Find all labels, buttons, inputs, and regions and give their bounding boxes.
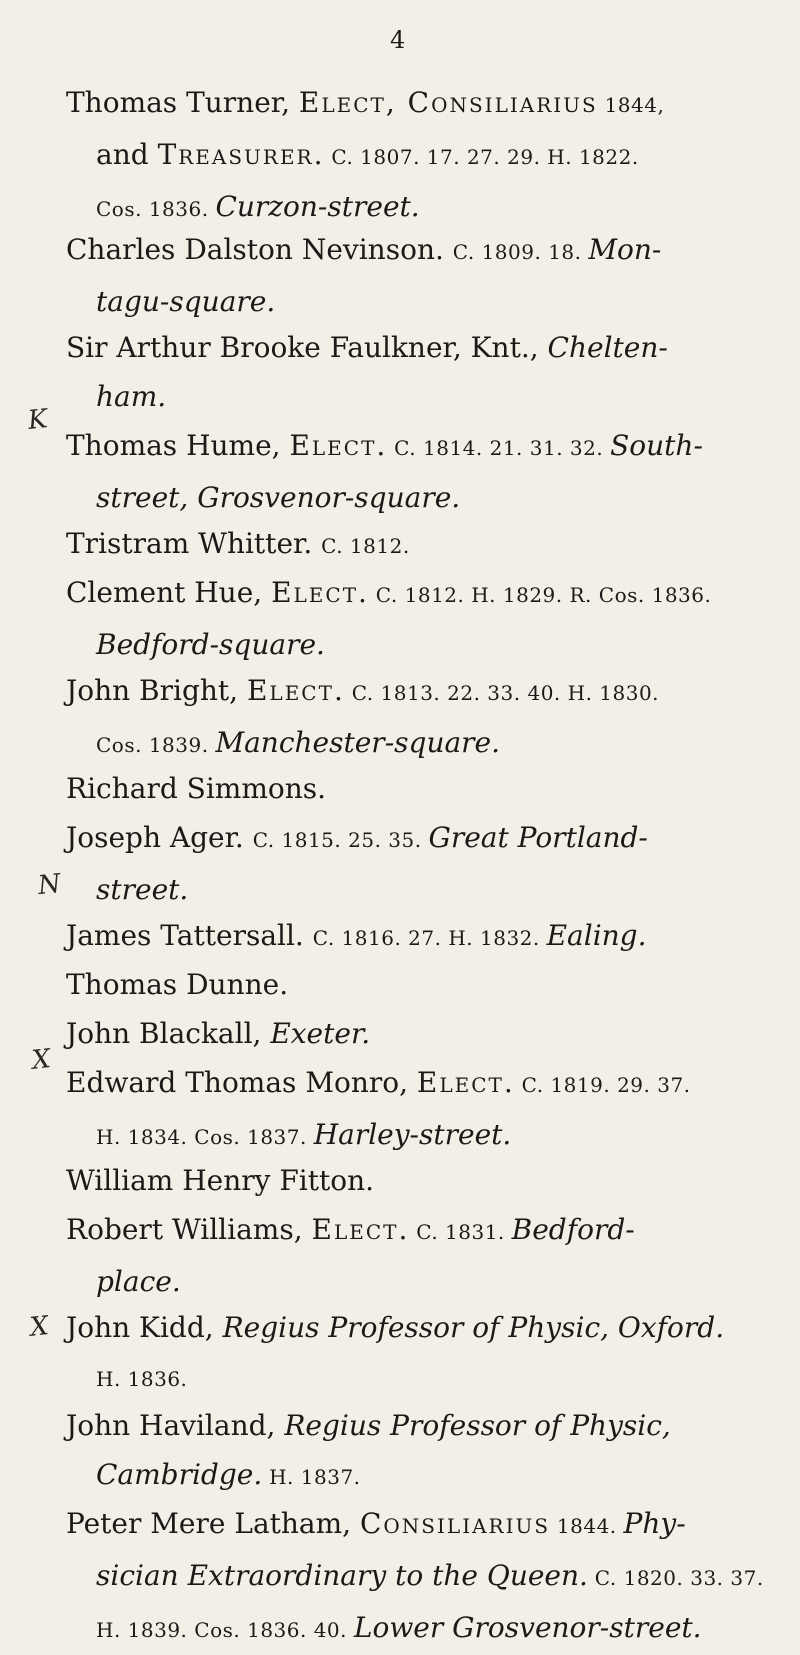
entry xyxy=(66,1401,776,1502)
name-text: John Haviland, xyxy=(66,1409,285,1442)
name-text: Peter Mere Latham, xyxy=(66,1507,360,1540)
office-text: Elect. xyxy=(416,1066,515,1099)
name-text: Joseph Ager. xyxy=(66,821,253,854)
dates-text: C. 1831. xyxy=(409,1220,512,1244)
address-text: Regius Professor of Physic, xyxy=(284,1409,671,1442)
entry xyxy=(66,1009,776,1058)
dates-text: C. 1816. 27. H. 1832. xyxy=(312,926,547,950)
office-text: Elect. xyxy=(246,674,345,707)
entry-continuation-line xyxy=(66,1551,776,1603)
entry xyxy=(66,911,776,963)
dates-text: C. 1812. xyxy=(321,534,410,558)
name-text: Thomas Turner, xyxy=(66,86,299,119)
entry-first-line xyxy=(66,1303,776,1352)
margin-mark-3: X xyxy=(30,1044,53,1076)
address-text: Curzon-street. xyxy=(215,190,420,223)
dates-text: H. 1839. Cos. 1836. 40. xyxy=(96,1618,354,1642)
entry-continuation-line xyxy=(66,1450,776,1502)
name-text: Charles Dalston Nevinson. xyxy=(66,233,453,266)
entry xyxy=(66,764,776,813)
entry xyxy=(66,1303,776,1404)
entry-first-line xyxy=(66,1156,776,1205)
address-text: Bedford- xyxy=(511,1213,635,1246)
address-text: Harley-street. xyxy=(313,1118,512,1151)
dates-text: C. 1820. 33. 37. xyxy=(587,1566,764,1590)
margin-mark-2: N xyxy=(36,868,63,902)
name-text: Clement Hue, xyxy=(66,576,272,609)
entry xyxy=(66,1499,776,1655)
entry xyxy=(66,568,776,669)
entry xyxy=(66,1205,776,1306)
entry xyxy=(66,421,776,522)
address-text: place. xyxy=(96,1265,181,1298)
address-text: Bedford-square. xyxy=(96,628,325,661)
entry-continuation-line xyxy=(66,1352,776,1404)
dates-text: H. 1836. xyxy=(96,1367,188,1391)
entry-first-line xyxy=(66,764,776,813)
name-text: William Henry Fitton. xyxy=(66,1164,375,1197)
entry xyxy=(66,78,776,234)
dates-text: H. 1834. Cos. 1837. xyxy=(96,1125,314,1149)
entry xyxy=(66,1058,776,1162)
address-text: Manchester-square. xyxy=(215,726,501,759)
entry-continuation-line xyxy=(66,620,776,669)
name-text: John Bright, xyxy=(66,674,247,707)
entry-continuation-line xyxy=(66,865,776,914)
name-text: John Blackall, xyxy=(66,1017,271,1050)
entry xyxy=(66,519,776,571)
name-text: Robert Williams, xyxy=(66,1213,312,1246)
office-text: Consiliarius xyxy=(359,1507,551,1540)
entry-continuation-line xyxy=(66,372,776,421)
dates-text: C. 1815. 25. 35. xyxy=(252,828,429,852)
entry xyxy=(66,960,776,1009)
address-text: street. xyxy=(96,873,189,906)
entry-continuation-line xyxy=(66,1603,776,1655)
dates-text: C. 1819. 29. 37. xyxy=(514,1073,691,1097)
entry-first-line xyxy=(66,1499,776,1551)
dates-text: C. 1814. 21. 31. 32. xyxy=(387,436,611,460)
entry-first-line xyxy=(66,323,776,372)
office-text: Treasurer. xyxy=(157,138,325,171)
entry-first-line xyxy=(66,519,776,571)
entry-continuation-line xyxy=(66,718,776,770)
name-text: James Tattersall. xyxy=(66,919,313,952)
entry-continuation-line xyxy=(66,277,776,326)
entry-first-line xyxy=(66,78,776,130)
entry-first-line xyxy=(66,421,776,473)
address-text: Great Portland- xyxy=(428,821,648,854)
office-text: Elect. xyxy=(289,429,388,462)
name-text: and xyxy=(96,138,158,171)
entry-first-line xyxy=(66,666,776,718)
entry-first-line xyxy=(66,1009,776,1058)
dates-text: C. 1807. 17. 27. 29. H. 1822. xyxy=(324,145,639,169)
office-text: Elect, Consiliarius xyxy=(298,86,598,119)
entry-continuation-line xyxy=(66,1257,776,1306)
dates-text: Cos. 1836. xyxy=(96,197,216,221)
address-text: sician Extraordinary to the Queen. xyxy=(96,1559,588,1592)
office-text: Elect. xyxy=(271,576,369,609)
entry xyxy=(66,666,776,770)
address-text: Regius Professor of Physic, Oxford. xyxy=(222,1311,725,1344)
address-text: Lower Grosvenor-street. xyxy=(353,1611,702,1644)
entry-first-line xyxy=(66,960,776,1009)
name-text: Edward Thomas Monro, xyxy=(66,1066,417,1099)
page-number: 4 xyxy=(390,26,406,54)
name-text: Thomas Hume, xyxy=(66,429,290,462)
dates-text: 1844, xyxy=(597,93,665,117)
address-text: Ealing. xyxy=(546,919,647,952)
dates-text: C. 1813. 22. 33. 40. H. 1830. xyxy=(344,681,660,705)
address-text: tagu-square. xyxy=(96,285,276,318)
entry-first-line xyxy=(66,1401,776,1450)
address-text: Phy- xyxy=(623,1507,686,1540)
entry xyxy=(66,225,776,326)
entry-continuation-line xyxy=(66,473,776,522)
dates-text: H. 1837. xyxy=(262,1465,361,1489)
address-text: street, Grosvenor-square. xyxy=(96,481,461,514)
margin-mark-4: X xyxy=(28,1311,51,1343)
name-text: Thomas Dunne. xyxy=(66,968,289,1001)
entry-first-line xyxy=(66,225,776,277)
dates-text: Cos. 1839. xyxy=(96,733,216,757)
dates-text: 1844. xyxy=(550,1514,624,1538)
name-text: Sir Arthur Brooke Faulkner, Knt., xyxy=(66,331,548,364)
entry-first-line xyxy=(66,568,776,620)
entry-continuation-line xyxy=(66,130,776,182)
margin-mark-1: K xyxy=(26,404,49,436)
name-text: John Kidd, xyxy=(66,1311,223,1344)
entry xyxy=(66,1156,776,1205)
name-text: Tristram Whitter. xyxy=(66,527,322,560)
dates-text: C. 1809. 18. xyxy=(452,240,589,264)
entry-first-line xyxy=(66,911,776,963)
entry-first-line xyxy=(66,1058,776,1110)
address-text: Chelten- xyxy=(547,331,668,364)
address-text: Cambridge. xyxy=(96,1458,263,1491)
name-text: Richard Simmons. xyxy=(66,772,327,805)
dates-text: C. 1812. H. 1829. R. Cos. 1836. xyxy=(368,583,712,607)
entry xyxy=(66,323,776,421)
entry-first-line xyxy=(66,1205,776,1257)
address-text: Mon- xyxy=(588,233,662,266)
entry xyxy=(66,813,776,914)
entry-continuation-line xyxy=(66,1110,776,1162)
address-text: Exeter. xyxy=(270,1017,371,1050)
entry-first-line xyxy=(66,813,776,865)
address-text: ham. xyxy=(96,380,167,413)
office-text: Elect. xyxy=(311,1213,410,1246)
address-text: South- xyxy=(610,429,703,462)
